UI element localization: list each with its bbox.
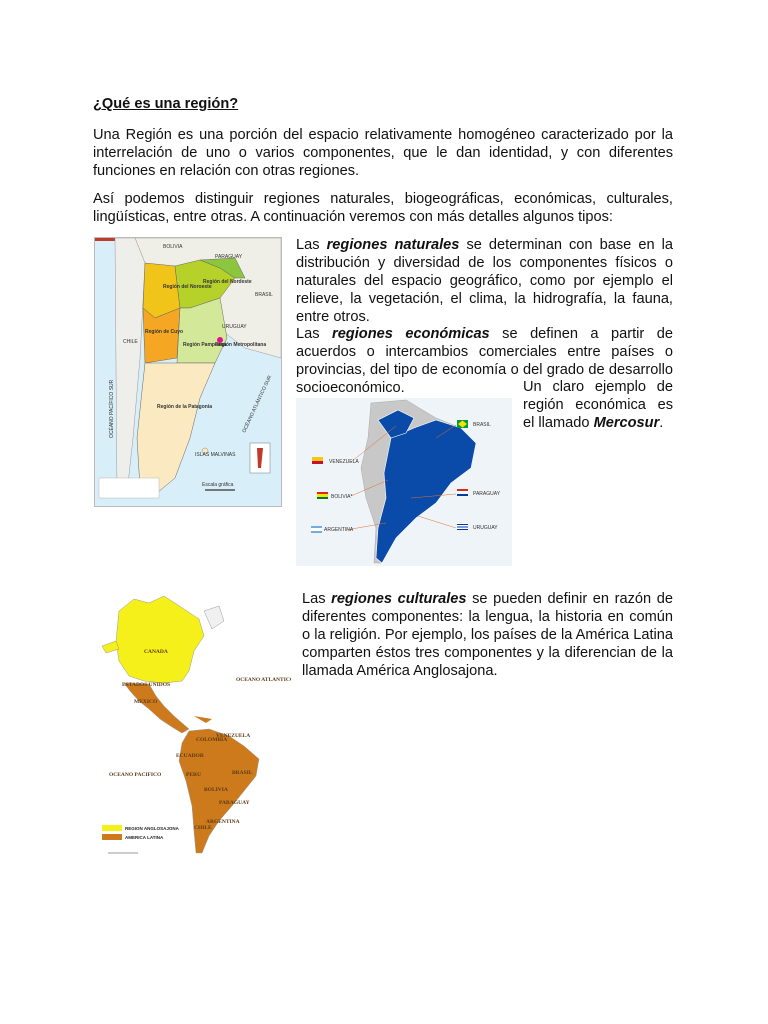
- map-label-ocean-atlantic: OCÉANO ATLÁNTICO SUR: [241, 374, 274, 434]
- americas-label-atlantic: OCEANO ATLANTICO: [236, 677, 291, 683]
- naturales-pre: Las: [296, 237, 327, 253]
- mercosur-label-paraguay: PARAGUAY: [473, 491, 501, 497]
- intro-paragraph: Una Región es una porción del espacio relativamente homogéneo caracterizado por la interrelación de uno o varios componentes, que le dan identidad, y con diferentes funciones en relación con otras regiones.: [93, 127, 673, 179]
- mercosur-map-graphic: [296, 398, 512, 566]
- mercosur-paragraph: [523, 378, 673, 432]
- map-label-noroeste: Región del Noroeste: [163, 284, 212, 290]
- mercosur-label-argentina: ARGENTINA: [324, 527, 354, 533]
- argentina-regions-map: [94, 237, 282, 507]
- americas-cultural-map: [94, 591, 291, 864]
- map-label-malvinas: ISLAS MALVINAS: [195, 452, 236, 458]
- mercosur-map: [296, 398, 512, 566]
- map-label-pampeana: Región Pampeana: [183, 342, 227, 348]
- naturales-paragraph: [296, 236, 673, 326]
- culturales-paragraph: [302, 590, 673, 680]
- mercosur-pre: Un claro ejemplo de región económica es el llamado: [523, 379, 673, 431]
- argentina-map-graphic: [95, 238, 281, 506]
- mercosur-post: .: [659, 415, 664, 431]
- americas-label-venezuela: VENEZUELA: [216, 733, 251, 739]
- mercosur-label-uruguay: URUGUAY: [473, 525, 498, 531]
- map-label-chile: CHILE: [123, 339, 138, 345]
- americas-label-chile: CHILE: [194, 825, 212, 831]
- legend-anglo: REGION ANGLOSAJONA: [125, 826, 179, 831]
- americas-label-peru: PERU: [186, 772, 201, 778]
- map-label-cuyo: Región de Cuyo: [145, 329, 184, 335]
- culturales-pre: Las: [302, 591, 332, 607]
- map-label-nordeste: Región del Nordeste: [203, 279, 252, 285]
- map-label-paraguay: PARAGUAY: [215, 254, 243, 260]
- americas-label-pacific: OCEANO PACIFICO: [109, 772, 162, 778]
- mercosur-label-venezuela: VENEZUELA: [329, 459, 359, 465]
- map-label-ocean-pacific: OCÉANO PACÍFICO SUR: [109, 379, 115, 438]
- map-label-scale: Escala gráfica: [202, 482, 234, 488]
- map-label-bolivia: BOLIVIA: [163, 244, 183, 250]
- americas-label-canada: CANADA: [144, 649, 168, 655]
- americas-label-bolivia: BOLIVIA: [204, 787, 228, 793]
- page-title: ¿Qué es una región?: [93, 96, 239, 112]
- mercosur-label-brasil: BRASIL: [473, 422, 491, 428]
- naturales-term: regiones naturales: [326, 237, 460, 253]
- types-paragraph: Así podemos distinguir regiones naturales, biogeográficas, económicas, culturales, lingüísticas, entre otras. A continuación veremos con más detalles algunos tipos:: [93, 191, 673, 225]
- americas-map-graphic: [94, 591, 291, 864]
- americas-label-brasil: BRASIL: [232, 770, 253, 776]
- mercosur-term: Mercosur: [593, 415, 660, 431]
- americas-label-usa: ESTADOS UNIDOS: [122, 682, 171, 688]
- americas-label-argentina: ARGENTINA: [206, 819, 240, 825]
- map-label-patagonia: Región de la Patagonia: [157, 404, 213, 410]
- naturales-post: se determinan con base en la distribución y diversidad de los componentes físicos o naturales del espacio geográfico, como por ejemplo el relieve, la vegetación, el clima, la hidrografía, la fauna, entre otros.: [296, 237, 673, 325]
- map-label-metropolitana: Región Metropolitana: [215, 342, 267, 348]
- economicas-term: regiones económicas: [332, 326, 490, 342]
- americas-label-paraguay: PARAGUAY: [219, 800, 250, 806]
- culturales-post: se pueden definir en razón de diferentes componentes: la lengua, la historia en común o la religión. Por ejemplo, los países de la América Latina comparten éstos tres componentes y la diferencian de la llamada América Anglosajona.: [302, 591, 673, 679]
- americas-label-mexico: MEXICO: [134, 699, 158, 705]
- mercosur-label-bolivia: BOLIVIA*: [331, 494, 353, 500]
- americas-label-colombia: COLOMBIA: [196, 737, 228, 743]
- americas-label-ecuador: ECUADOR: [176, 753, 204, 759]
- map-label-brasil: BRASIL: [255, 292, 273, 298]
- map-label-uruguay: URUGUAY: [222, 324, 247, 330]
- economicas-post: se definen a partir de acuerdos o intercambios comerciales entre países o provincias, del tipo de economía o del grado de desarrollo socioeconómico.: [296, 326, 673, 396]
- economicas-pre: Las: [296, 326, 333, 342]
- culturales-term: regiones culturales: [331, 591, 467, 607]
- legend-latina: AMERICA LATINA: [125, 835, 164, 840]
